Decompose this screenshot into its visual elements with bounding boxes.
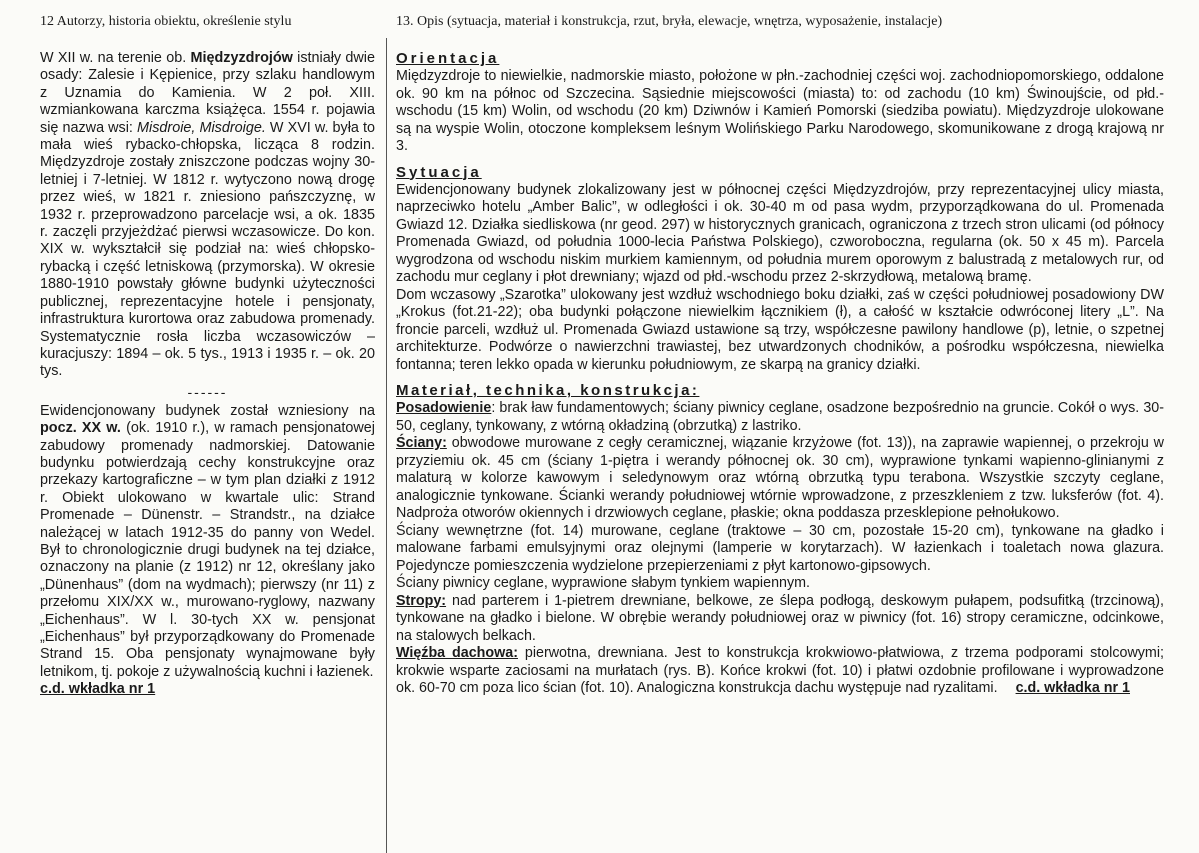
- sciany-label: Ściany:: [396, 435, 447, 451]
- history-text-a: W XII w. na terenie ob.: [40, 50, 191, 66]
- history-text-b: istniały dwie osady: Zalesie i Kępienice, przy szlaku handlowym z Uznamia do Kamienia. W 2 poł. XIII. wzmiankowana karczma książęca. 1554 r. pojawia się nazwa wsi:: [40, 50, 375, 136]
- building-text-a: Ewidencjonowany budynek został wzniesiony na: [40, 402, 375, 419]
- sciany-wewnetrzne-text: Ściany wewnętrzne (fot. 14) murowane, ceglane (traktowe – 30 cm, pozostałe 15-20 cm), tynkowane na gładko i malowane farbami emulsyjnymi oraz olejnymi (lamperie w korytarzach). W łazienkach i toaletach nowa glazura. Pojedyncze pomieszczenia wydzielone przepierzeniami z płyt kartonowo-gipsowych.: [396, 522, 1164, 574]
- column-divider: [386, 38, 387, 853]
- sytuacja-heading: Sytuacja: [396, 163, 482, 181]
- material-heading: Materiał, technika, konstrukcja:: [396, 382, 700, 399]
- sciany-piwnicy-text: Ściany piwnicy ceglane, wyprawione słabym tynkiem wapiennym.: [396, 575, 810, 591]
- history-text-c: W XVI w. była to mała wieś rybacko-chłopska, licząca 8 rodzin. Międzyzdroje zostały zniszczone podczas wojny 30-letniej i 7-letniej. W 1812 r. wytyczono nową drogę przez wieś, w 1821 r. zniesiono pańszczyznę, w 1932 r. przeprowadzono parcelacje wsi, a ok. 1835 r. zaczęli przyjeżdżać pierwsi wczasowicze. Do kon. XIX w. wykształcił się podział na: wieś chłopsko-rybacką i część letniskową (przymorska). W okresie 1880-1910 powstały główne budynki użyteczności publicznej, reprezentacyjne hotele i pensjonaty, infrastruktura kurortowa oraz zabudowa promenady. Systematycznie rosła liczba wczasowiczów – kuracjuszy: 1894 – ok. 5 tys., 1913 i 1935 r. – ok. 20 tys.: [40, 119, 376, 380]
- sciany-text: obwodowe murowane z cegły ceramicznej, wiązanie krzyżowe (fot. 13)), na zaprawie wapiennej, o przekroju w przyziemiu ok. 45 cm (ściany 1-piętra i werandy północnej ok. 30 cm), wyprawione tynkami wapienno-glinianymi z malaturą w kolorze kawowym i seledynowym oraz wtórną obrzutką typu terabona. Wszystkie szczyty ceglane, analogicznie tynkowane. Ścianki werandy południowej wtórnie wprowadzone, z przeszkleniem z tzw. luksferów (fot. 4). Nadproża otworów okiennych i drzwiowych ceglane, płaskie; okna poddasza przesklepione pełnołukowo.: [396, 435, 1164, 521]
- sciany-paragraph: [396, 435, 1164, 523]
- history-bold-town: Międzyzdrojów: [190, 50, 293, 66]
- building-paragraph: [40, 403, 375, 682]
- wiezba-paragraph: [396, 645, 1164, 698]
- history-column: [40, 50, 375, 699]
- description-column: [396, 50, 1164, 698]
- separator: ------: [187, 383, 228, 400]
- sytuacja-text-1: Ewidencjonowany budynek zlokalizowany jest w północnej części Międzyzdrojów, przy reprezentacyjnej ulicy miasta, naprzeciwko hotelu „Amber Balic”, w odległości i ok. 30-40 m od pasa wydm, przyporządkowana do ul. Promenada Gwiazd 12. Działka siedliskowa (nr geod. 297) w historycznych granicach, ograniczona z trzech stron ulicami (od północy Promenada Gwiazd, od południa 1000-lecia Państwa Polskiego), czworoboczna, regularna (ok. 50 x 45 m). Parcela wygrodzona od wschodu niskim murkiem kamiennym, od południa murem oporowym z balustradą z metalowych rur, od zachodu mur ceglany i płot drewniany; wjazd od płd.-wschodu przez 2-skrzydłową, metalową bramę.: [396, 181, 1164, 285]
- building-text-b: (ok. 1910 r.), w ramach pensjonatowej zabudowy promenady nadmorskiej. Datowanie budynku potwierdzają cechy konstrukcyjne oraz przekazy kartograficzne – w tym plan działki z 1912 r. Obiekt ulokowano w kwartale ulic: Strand Promenade – Dünenstr. – Strandstr., na działce należącej w latach 1912-35 do panny von Wedel. Był to chronologicznie drugi budynek na tej działce, oznaczony na planie (z 1912) nr 12, określany jako „Dünenhaus” (dom na wydmach); pierwszy (nr 11) z przełomu XIX/XX w., murowano-ryglowy, nazwany „Eichenhaus”. W l. 30-tych XX w. pensjonat „Eichenhaus” był przyporządkowany do Promenade Strand 15. Oba pensjonaty wynajmowane były letnikom, tj. pokoje z używalnością kuchni i łazienek.: [40, 420, 375, 680]
- posadowienie-paragraph: [396, 400, 1164, 435]
- stropy-text: nad parterem i 1-pietrem drewniane, belkowe, ze ślepa podłogą, deskowym pułapem, podsufitką (trzcinową), tynkowane na gładko i bielone. W obrębie werandy południowej oraz w piwnicy (fot. 16) stropy ceramiczne, odcinkowe, na stalowych belkach.: [396, 592, 1164, 644]
- orientacja-heading: Orientacja: [396, 50, 500, 67]
- section-12-header: 12 Autorzy, historia obiektu, określenie stylu: [40, 14, 292, 29]
- posadowienie-text: : brak ław fundamentowych; ściany piwnicy ceglane, osadzone bezpośrednio na gruncie. Cokół o wys. 30-50, ceglany, tynkowany, z wtórną okładziną (obrzutką) z lastriko.: [396, 400, 1164, 434]
- stropy-paragraph: [396, 593, 1164, 646]
- history-italic-names: Misdroie, Misdroige.: [137, 119, 266, 136]
- continued-note-right: c.d. wkładka nr 1: [1015, 680, 1130, 696]
- continued-note-left: c.d. wkładka nr 1: [40, 681, 156, 698]
- wiezba-text: pierwotna, drewniana. Jest to konstrukcja krokwiowo-płatwiowa, z trzema podporami stolcowymi; krokwie wsparte zaciosami na murłatach (rys. B). Końce krokwi (fot. 10) i płatwi ozdobnie profilowane i wyprowadzone ok. 60-70 cm poza lico ścian (fot. 10). Analogiczna konstrukcja dachu występuje nad ryzalitami.: [396, 645, 1164, 696]
- posadowienie-label: Posadowienie: [396, 400, 492, 416]
- building-date: pocz. XX w.: [40, 420, 121, 437]
- wiezba-label: Więźba dachowa:: [396, 645, 518, 661]
- sytuacja-text-2: Dom wczasowy „Szarotka” ulokowany jest wzdłuż wschodniego boku działki, zaś w części południowej posadowiony DW „Krokus (fot.21-22); oba budynki połączone niewielkim łącznikiem (ł), a całość w kształcie odwróconej litery „L”. Na froncie parceli, wzdłuż ul. Promenada Gwiazd ustawione są trzy, współczesne pawilony handlowe (p), letnie, o szpetnej architekturze. Podwórze o nawierzchni trawiastej, bez utwardzonych chodników, a pośrodku współczesna, niewielka fontanna; teren lekko opada w kierunku południowym, ze skarpą na granicy działki.: [396, 286, 1164, 373]
- orientacja-text: Międzyzdroje to niewielkie, nadmorskie miasto, położone w płn.-zachodniej części woj. zachodniopomorskiego, oddalone ok. 90 km na północ od Szczecina. Sąsiednie miejscowości (miasta) to: od zachodu (10 km) Świnoujście, od płd.-wschodu (15 km) Wolin, od wschodu (20 km) Dziwnów i Kamień Pomorski (siedziba powiatu). Międzyzdroje ulokowane są na wyspie Wolin, otoczone kompleksem leśnym Wolińskiego Parku Narodowego, skomunikowane z drogą krajową nr 3.: [396, 68, 1164, 154]
- section-13-header: 13. Opis (sytuacja, materiał i konstrukcja, rzut, bryła, elewacje, wnętrza, wyposażenie, instalacje): [396, 14, 943, 29]
- history-paragraph: [40, 50, 375, 381]
- stropy-label: Stropy:: [396, 592, 447, 609]
